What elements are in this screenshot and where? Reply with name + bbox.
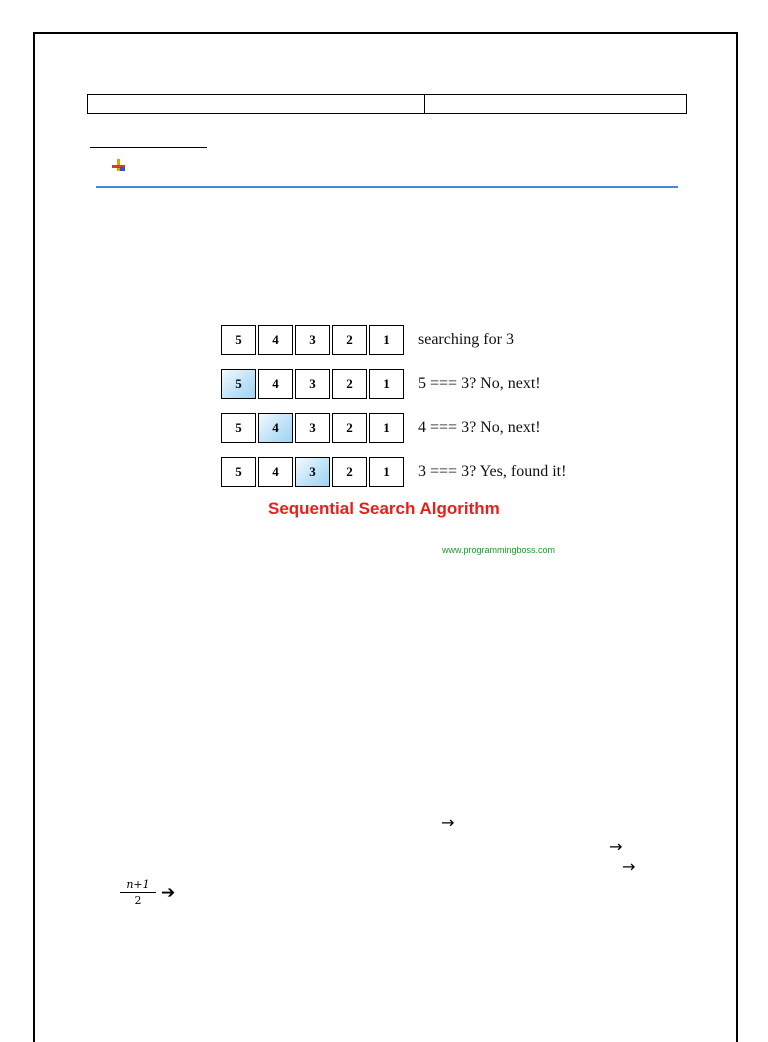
- array-cell: 3: [295, 457, 330, 487]
- array-cell: 4: [258, 457, 293, 487]
- figure-title: Sequential Search Algorithm: [268, 499, 500, 518]
- row-caption: 4 === 3? No, next!: [418, 419, 541, 436]
- bullet-icon: [112, 158, 126, 172]
- formula-numerator: n+1: [120, 878, 156, 893]
- array-cell: 2: [332, 413, 367, 443]
- array-cell: 5: [221, 413, 256, 443]
- array-cell: 2: [332, 457, 367, 487]
- array-cell: 1: [369, 413, 404, 443]
- arrow-right-icon: →: [622, 857, 636, 876]
- header-cell-right: [425, 95, 687, 114]
- bold-arrow-right-icon: ➔: [161, 883, 176, 903]
- array-cell: 3: [295, 369, 330, 399]
- figure-source-url: www.programmingboss.com: [442, 545, 556, 555]
- header-table: [87, 94, 687, 114]
- array-cell: 3: [295, 325, 330, 355]
- sequential-search-figure: [221, 325, 581, 565]
- array-cell: 5: [221, 457, 256, 487]
- row-caption: 5 === 3? No, next!: [418, 375, 541, 392]
- formula-fraction: [120, 878, 156, 907]
- row-caption: 3 === 3? Yes, found it!: [418, 463, 567, 480]
- row-caption: searching for 3: [418, 331, 514, 348]
- array-cell: 5: [221, 369, 256, 399]
- arrow-right-icon: →: [441, 813, 455, 832]
- array-cell: 4: [258, 369, 293, 399]
- figure-row-2: [221, 413, 541, 443]
- array-cell: 1: [369, 457, 404, 487]
- figure-row-3: [221, 457, 566, 487]
- heading-underline: [90, 147, 207, 148]
- array-cell: 4: [258, 413, 293, 443]
- figure-row-1: [221, 369, 541, 399]
- formula-denominator: 2: [134, 894, 142, 907]
- array-cell: 3: [295, 413, 330, 443]
- arrow-right-icon: →: [609, 837, 623, 856]
- header-table-row: [88, 95, 687, 114]
- header-cell-left: [88, 95, 425, 114]
- array-cell: 2: [332, 369, 367, 399]
- array-cell: 4: [258, 325, 293, 355]
- array-cell: 1: [369, 369, 404, 399]
- array-cell: 2: [332, 325, 367, 355]
- array-cell: 5: [221, 325, 256, 355]
- figure-row-0: [221, 325, 514, 355]
- section-rule: [96, 186, 678, 188]
- array-cell: 1: [369, 325, 404, 355]
